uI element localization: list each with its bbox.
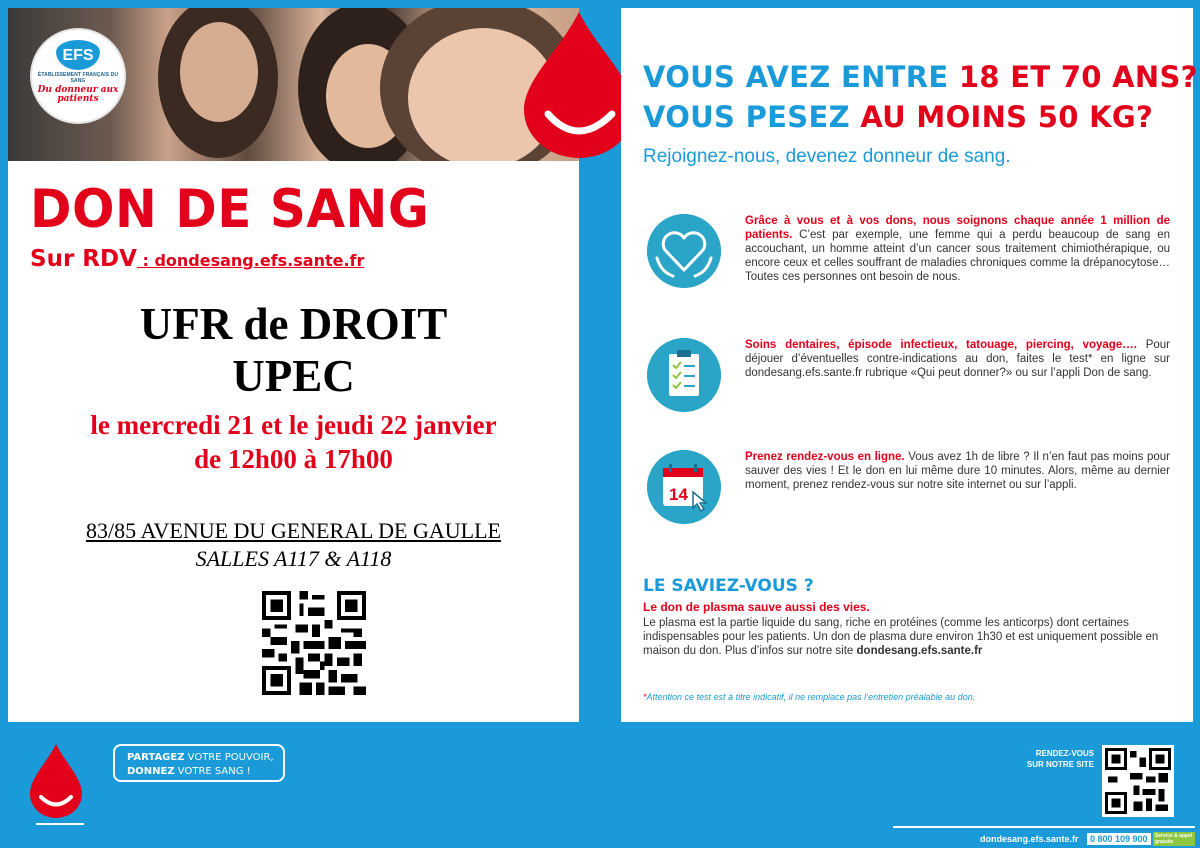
rdv-line [30,246,364,272]
rdv-website-link[interactable]: dondesang.efs.sante.fr [154,251,365,270]
headline-age [643,60,1198,94]
calendar-day: 14 [669,485,688,504]
share-slogan [113,744,285,782]
event-panel [8,8,579,722]
slogan-word-2: DONNEZ [127,766,175,777]
visit-site-line-2: SUR NOTRE SITE [1026,760,1094,769]
photo-face-1 [180,22,258,122]
info-item-body: C’est par exemple, une femme qui a perdu beaucoup de sang en accouchant, un homme atteint d’un cancer sous traitement chimiothérapique, ou encore ceux et celles souffrant de maladies chroniques comme la drépanocytose… Toutes ces personnes ont besoin de nous. [745,229,1170,283]
info-panel [621,8,1198,722]
page-title: DON DE SANG [30,178,430,240]
efs-drop-mark: EFS [56,40,100,70]
footer-website-link[interactable]: dondesang.efs.sante.fr [980,834,1079,844]
free-call-badge: Service & appel gratuits [1153,832,1195,846]
headline-age-prefix: VOUS AVEZ ENTRE [643,60,959,94]
info-item-lead: Soins dentaires, épisode infectieux, tatouage, piercing, voyage…. [745,339,1137,351]
info-item-body: Pour déjouer d’éventuelles contre-indications au don, faites le test* en ligne sur dondesang.efs.sante.fr rubrique «Qui peut donner?» ou sur l’appli Don de sang. [745,339,1170,379]
slogan-word-1: PARTAGEZ [127,752,185,763]
heart-hands-icon [647,214,721,288]
footnote-text: Attention ce test est à titre indicatif, il ne remplace pas l’entretien préalable au don. [646,692,976,702]
did-you-know-title: LE SAVIEZ-VOUS ? [643,576,814,596]
info-item-body: Vous avez 1h de libre ? Il n’en faut pas moins pour sauver des vies ! Et le don en lui même dure 10 minutes. Alors, même au dernier moment, prenez rendez-vous sur notre site internet ou sur l’appli. [745,451,1171,491]
headline-weight [643,100,1153,134]
event-hours: de 12h00 à 17h00 [194,444,393,474]
slogan-rest-2: VOTRE SANG ! [174,766,251,777]
info-item-text [745,450,1170,492]
plasma-text [643,616,1163,658]
phone-number[interactable]: 0 800 109 900 [1087,833,1151,845]
visit-site-label [1000,748,1094,770]
plasma-heading: Le don de plasma sauve aussi des vies. [643,600,870,614]
venue-name: UFR de DROIT [139,299,448,349]
slogan-rest-1: VOTRE POUVOIR, [184,752,274,763]
site-qr-code-icon[interactable] [1102,745,1174,817]
info-item-lead: Grâce à vous et à vos dons, nous soignons chaque année 1 million de patients. [745,215,1170,241]
plasma-body: Le plasma est la partie liquide du sang, riche en protéines (comme les anticorps) dont certaines indispensables pour les patients. Un don de plasma dure environ 1h30 et est uniquement possible en maison du don. Plus d’infos sur notre site [643,617,1159,657]
efs-tagline: Du donneur aux patients [37,85,119,104]
footnote-star: * [643,692,647,702]
footer-blood-drop-icon [28,742,84,820]
info-item-text [745,338,1170,380]
headline-age-range: 18 ET 70 ANS? [958,60,1198,94]
info-item-text [745,214,1170,284]
visit-site-line-1: RENDEZ-VOUS [1035,749,1094,758]
headline-weight-min: AU MOINS 50 KG? [860,100,1154,134]
event-dates: le mercredi 21 et le jeudi 22 janvier [90,410,497,440]
efs-logo [30,28,126,124]
qr-code-icon[interactable] [262,591,366,695]
clipboard-checklist-icon [647,338,721,412]
efs-org-name: ÉTABLISSEMENT FRANÇAIS DU SANG [37,72,119,84]
footer-rule [893,826,1195,828]
rdv-separator: : [136,251,155,270]
footer-divider [36,823,84,825]
info-item-lead: Prenez rendez-vous en ligne. [745,451,905,463]
headline-weight-prefix: VOUS PESEZ [643,100,861,134]
footnote [643,692,975,702]
event-address: 83/85 AVENUE DU GENERAL DE GAULLE [86,518,501,543]
rdv-label: Sur RDV [30,246,137,272]
plasma-website-link[interactable]: dondesang.efs.sante.fr [856,645,983,657]
calendar-click-icon [647,450,721,524]
venue-institution: UPEC [232,351,355,401]
join-subtitle: Rejoignez-nous, devenez donneur de sang. [643,146,1011,167]
event-rooms: SALLES A117 & A118 [195,546,392,571]
